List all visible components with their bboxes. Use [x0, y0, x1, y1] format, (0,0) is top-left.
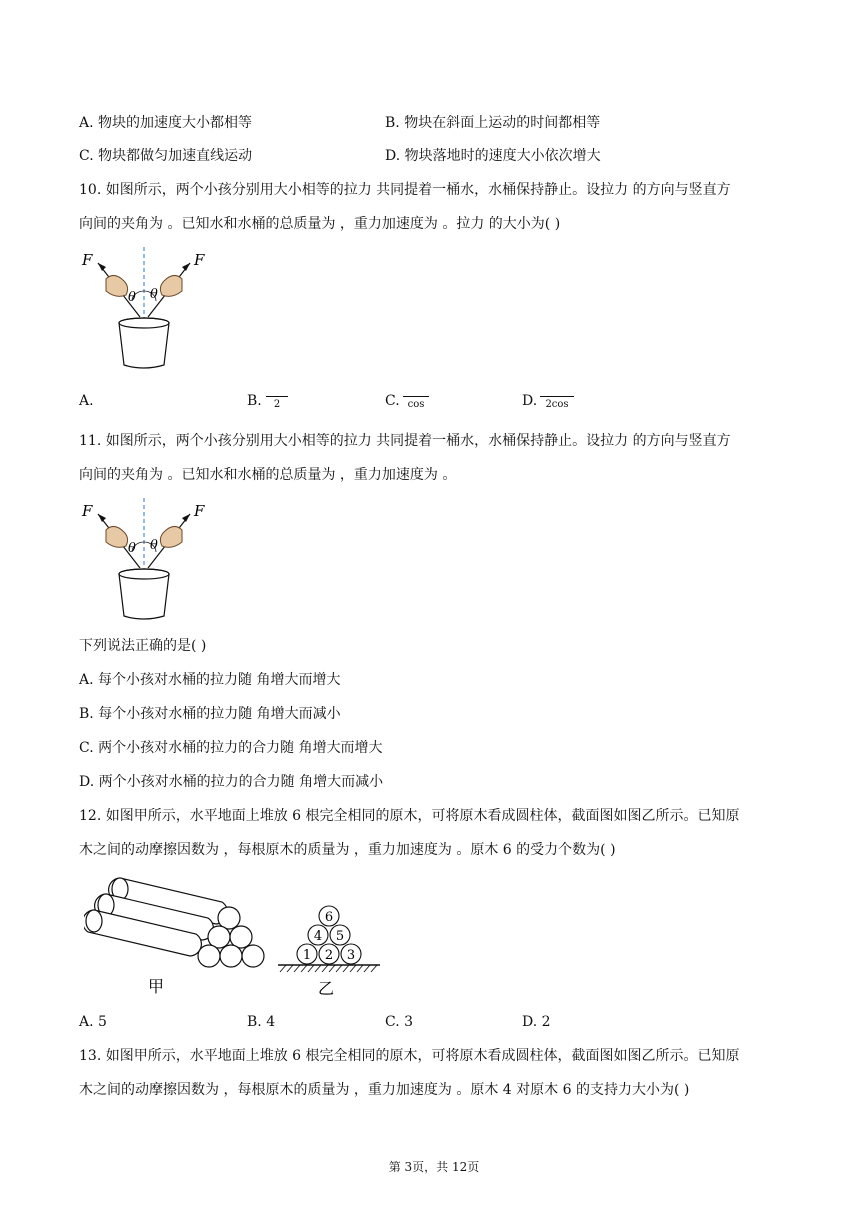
q12-stem-line1: 12. 如图甲所示，水平地面上堆放 6 根完全相同的原木，可将原木看成圆柱体，截面图如图乙所示。已知原 — [79, 808, 740, 824]
q9-option-c: C. 物块都做匀加速直线运动 — [79, 148, 253, 164]
q11-option-b: B. 每个小孩对水桶的拉力随 角增大而减小 — [79, 706, 341, 722]
q12-figure-label-yi: 乙 — [318, 979, 335, 998]
q10-option-b: B. — [247, 393, 262, 409]
q10-bucket-figure — [78, 243, 208, 373]
q12-cross-section-figure — [276, 902, 384, 1000]
q11-force-right-label: F — [194, 502, 205, 520]
q10-angle-right-label: θ — [150, 287, 158, 302]
q12-option-d: D. 2 — [522, 1014, 551, 1030]
log-number-4: 4 — [313, 929, 323, 944]
q12-stem-line2: 木之间的动摩擦因数为 ，每根原木的质量为 ，重力加速度为 。原木 6 的受力个数为( ) — [79, 842, 616, 858]
log-number-2: 2 — [324, 948, 334, 963]
q12-log-pile-figure — [84, 872, 269, 1000]
q10-option-d-denominator: 2cos — [545, 399, 569, 410]
q9-option-b: B. 物块在斜面上运动的时间都相等 — [385, 115, 601, 131]
q10-option-b-denominator: 2 — [273, 399, 281, 410]
q12-figure-label-jia: 甲 — [148, 977, 165, 996]
q11-option-a: A. 每个小孩对水桶的拉力随 角增大而增大 — [79, 672, 341, 688]
q11-prompt: 下列说法正确的是( ) — [79, 638, 207, 654]
q12-option-b: B. 4 — [247, 1014, 276, 1030]
q10-stem-line1: 10. 如图所示，两个小孩分别用大小相等的拉力 共同提着一桶水，水桶保持静止。设拉力 的方向与竖直方 — [79, 182, 731, 198]
q10-option-c: C. — [385, 393, 400, 409]
q10-option-c-denominator: cos — [407, 399, 425, 410]
q10-stem-line2: 向间的夹角为 。已知水和水桶的总质量为 ，重力加速度为 。拉力 的大小为( ) — [79, 216, 561, 232]
q11-bucket-figure — [78, 494, 208, 624]
q12-option-a: A. 5 — [79, 1014, 107, 1030]
q11-stem-line2: 向间的夹角为 。已知水和水桶的总质量为 ，重力加速度为 。 — [79, 467, 457, 483]
q11-option-c: C. 两个小孩对水桶的拉力的合力随 角增大而增大 — [79, 740, 383, 756]
q10-angle-left-label: θ — [128, 290, 136, 305]
q9-option-a: A. 物块的加速度大小都相等 — [79, 115, 253, 131]
page-footer: 第 3页，共 12页 — [388, 1160, 480, 1174]
q10-option-a: A. — [79, 393, 94, 409]
q9-option-d: D. 物块落地时的速度大小依次增大 — [385, 148, 601, 164]
log-number-1: 1 — [302, 948, 312, 963]
log-number-3: 3 — [346, 948, 356, 963]
log-number-5: 5 — [335, 929, 345, 944]
q10-force-left-label: F — [82, 251, 93, 269]
q11-force-left-label: F — [82, 502, 93, 520]
q11-stem-line1: 11. 如图所示，两个小孩分别用大小相等的拉力 共同提着一桶水，水桶保持静止。设拉力 的方向与竖直方 — [79, 433, 731, 449]
q11-angle-left-label: θ — [128, 541, 136, 556]
q11-option-d: D. 两个小孩对水桶的拉力的合力随 角增大而减小 — [79, 774, 384, 790]
q11-angle-right-label: θ — [150, 538, 158, 553]
log-number-6: 6 — [324, 910, 334, 925]
q13-stem-line2: 木之间的动摩擦因数为 ，每根原木的质量为 ，重力加速度为 。原木 4 对原木 6 的支持力大小为( ) — [79, 1082, 690, 1098]
q12-option-c: C. 3 — [385, 1014, 414, 1030]
q10-force-right-label: F — [194, 251, 205, 269]
q13-stem-line1: 13. 如图甲所示，水平地面上堆放 6 根完全相同的原木，可将原木看成圆柱体，截面图如图乙所示。已知原 — [79, 1048, 740, 1064]
q10-option-d: D. — [522, 393, 538, 409]
